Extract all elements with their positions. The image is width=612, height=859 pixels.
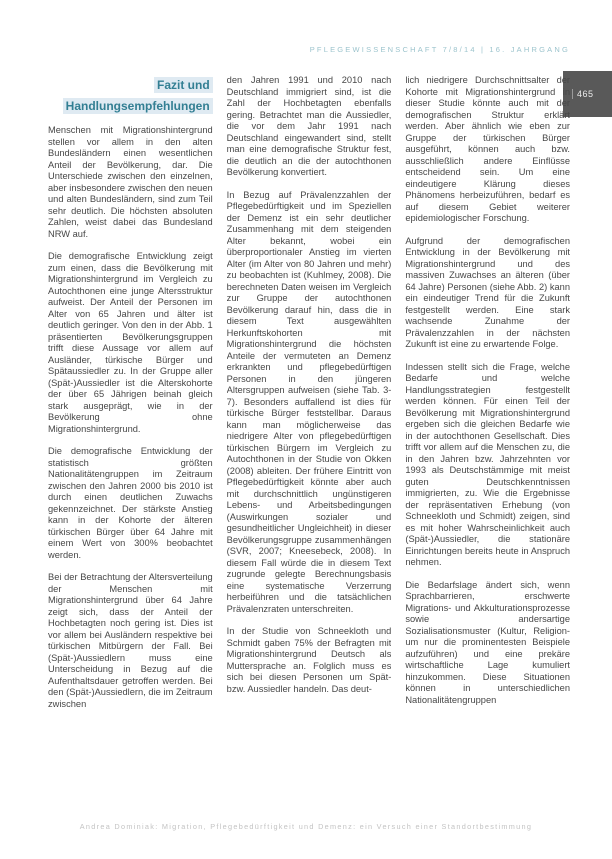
paragraph: Die Bedarfslage ändert sich, wenn Sprachbarrieren, erschwerte Migrations- und Akkulturationsprozesse sowie andersartige Sozialisationsmuster (Kultur, Religion- um nur die prominentesten Beispiele aufzuführen) und eine prekäre wirtschaftliche Lage kumuliert hinzukommen. Diese Situationen können in unterschiedlichen Nationalitätengruppen [405, 579, 571, 705]
paragraph: Aufgrund der demografischen Entwicklung in der Bevölkerung mit Migrationshintergrund und des massiven Zuwachses an älteren (über 64 Jahre) Personen (siehe Abb. 2) kann ein eindeutiger Trend für die Zukunft festgestellt werden. Eine stark wachsende Zunahme der Prävalenzzahlen in der nächsten Zukunft ist eine zu erwartende Folge. [405, 235, 571, 349]
column-middle [227, 75, 392, 813]
paragraph: Die demografische Entwicklung der statistisch größten Nationalitätengruppen im Zeitraum zwischen den Jahren 2000 bis 2010 ist durch einen deutlichen Zuwachs gekennzeichnet. Der stärkste Anstieg kann in der Kohorte der älteren türkischen Bürger über 64 Jahre mit einem Wert von 300% beobachtet werden. [48, 446, 213, 560]
running-footer: Andrea Dominiak: Migration, Pflegebedürftigkeit und Demenz: ein Versuch einer Standortbestimmung [79, 822, 533, 831]
paragraph: lich niedrigere Durchschnittsalter der Kohorte mit Migrationshintergrund in dieser Studie könnte auch mit der demografischen Struktur erklärt werden. Aber ähnlich wie eben zur Gruppe der türkischen Bürger ausgeführt, können auch bzw. ausschließlich andere Einflüsse entscheidend sein. Um eine eindeutigere Klärung dieses Phänomens herbeizuführen, bedarf es auf diesem Gebiet weiterer epidemiologischer Forschung. [405, 75, 571, 223]
paragraph: Indessen stellt sich die Frage, welche Bedarfe und welche Handlungsstrategien festgestellt werden können. Für einen Teil der Bevölkerung mit Migrationshintergrund ergeben sich die gleichen Bedarfe wie in der autochthonen Gesellschaft. Dies trifft vor allem auf die Menschen zu, die in den Jahren bzw. Jahrzehnten vor 1993 als Deutschstämmige mit meist guten Deutschkenntnissen immigrierten, zu. Wie die Ergebnisse der repräsentativen Erhebung (von Schneekloth und Schmidt) zeigen, sind es mit hoher Wahrscheinlichkeit auch (Spät-)Aussiedler, die stationäre Einrichtungen bereits heute in Anspruch nehmen. [405, 361, 571, 567]
column-right [405, 75, 570, 813]
section-heading-line-2: Handlungsempfehlungen [48, 96, 213, 117]
paragraph: den Jahren 1991 und 2010 nach Deutschland immigriert sind, ist die Zahl der Hochbetagten ebenfalls gering. Betrachtet man die Aussiedler, die vor dem Jahr 1991 nach Deutschland eingewandert sind, stellt man eine demografische Struktur fest, die deutlich an die der autochthonen Bevölkerung konvertiert. [226, 75, 392, 177]
paragraph: In Bezug auf Prävalenzzahlen der Pflegebedürftigkeit und im Speziellen der Demenz ist ein sehr deutlicher Zusammenhang mit dem steigenden Alter bekannt, wobei ein überproportionaler Anstieg im vierten Alter (im Alter von 80 Jahren und mehr) zu beobachten ist (Kuhlmey, 2008). Die berechneten Daten weisen im Vergleich zur Gruppe der autochthonen Bevölkerung darauf hin, dass die in diesem Text ausgewählten Herkunftskohorten mit Migrationshintergrund die höchsten Anteile der vermuteten an Demenz erkrankten und pflegebedürftigen Personen in den jüngeren Altersgruppen aufweisen (siehe Tab. 3-7). Besonders auffallend ist dies für türkische Bürger feststellbar. Daraus kann man möglicherweise das niedrigere Alter von pflegebedürftigen türkischen Bürgern im Vergleich zu Autochthonen in der Studie von Okken (2008) ableiten. Der frühere Eintritt von Pflegebedürftigkeit könnte aber auch mit durchschnittlich ungünstigeren Lebens- und Arbeitsbedingungen (Auswirkungen sozialer und gesundheitlicher Ungleichheit) in dieser Bevölkerungsgruppe zusammenhängen (SVR, 2007; Kneesebeck, 2008). In diesem Fall würde die in diesem Text zugrunde gelegte Berechnungsbasis eine systematische Verzerrung herbeiführen und die tatsächlichen Prävalenzraten unterschreiten. [226, 189, 392, 614]
paragraph: Bei der Betrachtung der Altersverteilung der Menschen mit Migrationshintergrund über 64 Jahre zeigt sich, dass der Anteil der Hochbetagten noch gering ist. Dies ist vor allem bei Ausländern respektive bei türkischen Mitbürgern der Fall. Bei (Spät-)Aussiedlern muss eine Unterscheidung in Bezug auf die Aufenthaltsdauer getroffen werden. Bei den (Spät-)Aussiedlern, die im Zeitraum zwischen [48, 572, 213, 709]
column-left [48, 75, 213, 813]
paragraph: In der Studie von Schneekloth und Schmidt gaben 75% der Befragten mit Migrationshintergrund Deutsch als Muttersprache an. Folglich muss es sich bei diesen Personen um Spät- bzw. Aussiedler handeln. Das deut- [226, 626, 392, 694]
page-number-tab [563, 71, 612, 117]
section-heading-line-1: Fazit und [48, 75, 213, 96]
paragraph: Menschen mit Migrationshintergrund stellen vor allem in den alten Bundesländern einen wesentlichen Anteil der Bevölkerung, dar. Die Unterschiede zwischen den einzelnen, aber insbesondere zwischen den neuen und alten Bundesländern, sind zum Teil sehr deutlich. Die höchsten absoluten Zahlen, weist dabei das Bundesland NRW auf. [48, 125, 213, 239]
article-columns [48, 75, 570, 813]
page-number: 465 [572, 89, 594, 99]
section-heading [48, 75, 213, 117]
paragraph: Die demografische Entwicklung zeigt zum einen, dass die Bevölkerung mit Migrationshintergrund im Vergleich zu Autochthonen eine junge Altersstruktur aufweist. Der Anteil der Personen im Alter von 65 Jahren und älter ist deutlich geringer. Von den in der Abb. 1 präsentierten Bevölkerungsgruppen trifft diese Aussage vor allem auf Ausländer, türkische Bürger und Spätaussiedler zu. In der Gruppe aller (Spät-)Aussiedler ist die Alterskohorte der über 65 Jährigen beinah gleich stark ausgeprägt, wie in der Bevölkerung ohne Migrationshintergrund. [48, 251, 213, 434]
journal-header: PFLEGEWISSENSCHAFT 7/8/14 | 16. JAHRGANG [309, 45, 570, 54]
